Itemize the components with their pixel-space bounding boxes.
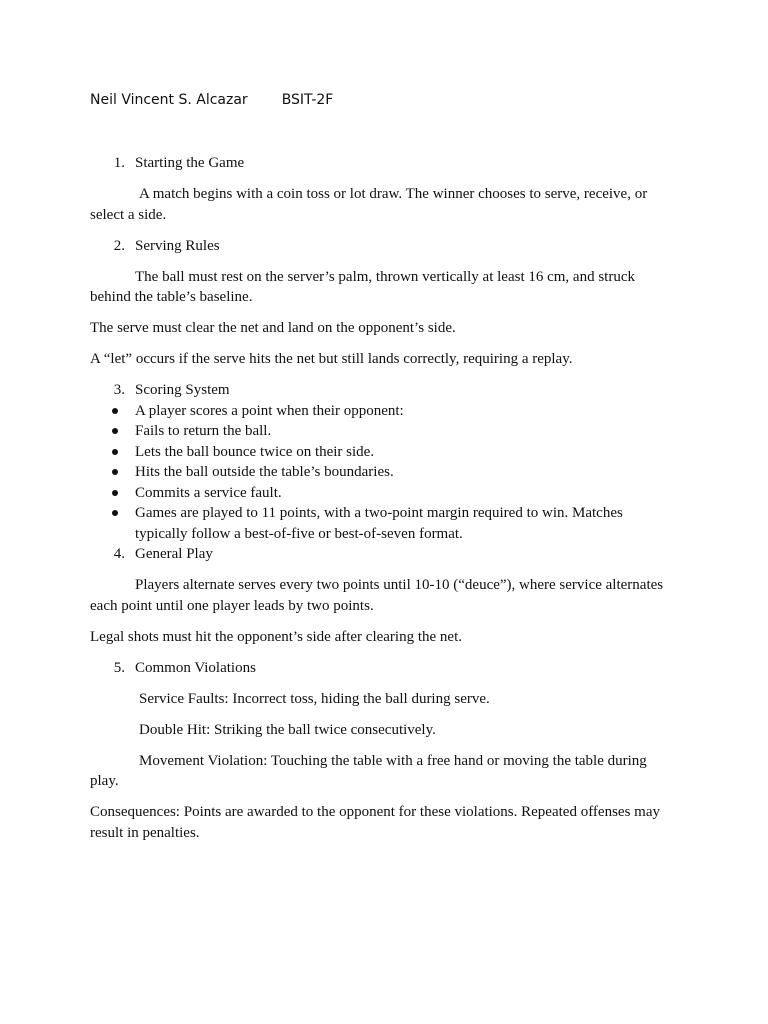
section-title: Serving Rules [135, 237, 220, 254]
paragraph: Legal shots must hit the opponent’s side after clearing the net. [90, 628, 462, 645]
list-item-text: Hits the ball outside the table’s boundaries. [135, 464, 394, 480]
list-item [90, 421, 670, 442]
paragraph: Service Faults: Incorrect toss, hiding the ball during serve. [139, 690, 490, 707]
document-header [90, 92, 333, 108]
list-item-text: Games are played to 11 points, with a two-point margin required to win. Matches typically follow a best-of-five or best-of-seven format. [135, 505, 623, 542]
section-heading [90, 380, 670, 401]
paragraph: Movement Violation: Touching the table with a free hand or moving the table during play. [90, 752, 647, 789]
section-title: Starting the Game [135, 155, 245, 171]
bullet-list [90, 401, 670, 545]
section-number: 1. [113, 155, 125, 171]
paragraph: Consequences: Points are awarded to the opponent for these violations. Repeated offenses may result in penalties. [90, 804, 660, 841]
list-item-text: Fails to return the ball. [135, 423, 272, 439]
list-item [90, 483, 670, 504]
section-title: Common Violations [135, 659, 256, 676]
list-item-text: Commits a service fault. [135, 484, 282, 501]
bullet-icon [90, 442, 135, 463]
bullet-icon [90, 462, 135, 483]
list-item [90, 401, 670, 422]
list-item [90, 462, 670, 483]
paragraph: Double Hit: Striking the ball twice consecutively. [139, 721, 436, 738]
document-body [90, 153, 670, 854]
bullet-icon [90, 401, 135, 422]
paragraph: Players alternate serves every two points until 10-10 (“deuce”), where service alternates each point until one player leads by two points. [90, 577, 664, 614]
list-item [90, 442, 670, 463]
author-name: Neil Vincent S. Alcazar [90, 92, 248, 108]
section-number: 5. [113, 659, 125, 676]
section-number: 3. [113, 382, 125, 398]
section-heading [90, 153, 670, 174]
bullet-icon [90, 421, 135, 442]
paragraph: The serve must clear the net and land on the opponent’s side. [90, 320, 456, 336]
list-item-text: A player scores a point when their opponent: [135, 402, 404, 419]
section-heading [90, 544, 670, 565]
paragraph: A match begins with a coin toss or lot draw. The winner chooses to serve, receive, or select a side. [90, 186, 648, 223]
section-title: Scoring System [135, 382, 230, 398]
course-section: BSIT-2F [281, 92, 334, 108]
section-number: 2. [113, 237, 125, 254]
bullet-icon [90, 483, 135, 504]
paragraph: The ball must rest on the server’s palm, thrown vertically at least 16 cm, and struck behind the table’s baseline. [90, 268, 636, 305]
bullet-icon [90, 503, 135, 544]
section-heading [90, 236, 670, 257]
section-title: General Play [135, 546, 213, 562]
section-heading [90, 658, 670, 679]
list-item [90, 503, 670, 544]
paragraph: A “let” occurs if the serve hits the net but still lands correctly, requiring a replay. [90, 351, 573, 367]
list-item-text: Lets the ball bounce twice on their side. [135, 443, 375, 460]
section-number: 4. [113, 546, 125, 562]
